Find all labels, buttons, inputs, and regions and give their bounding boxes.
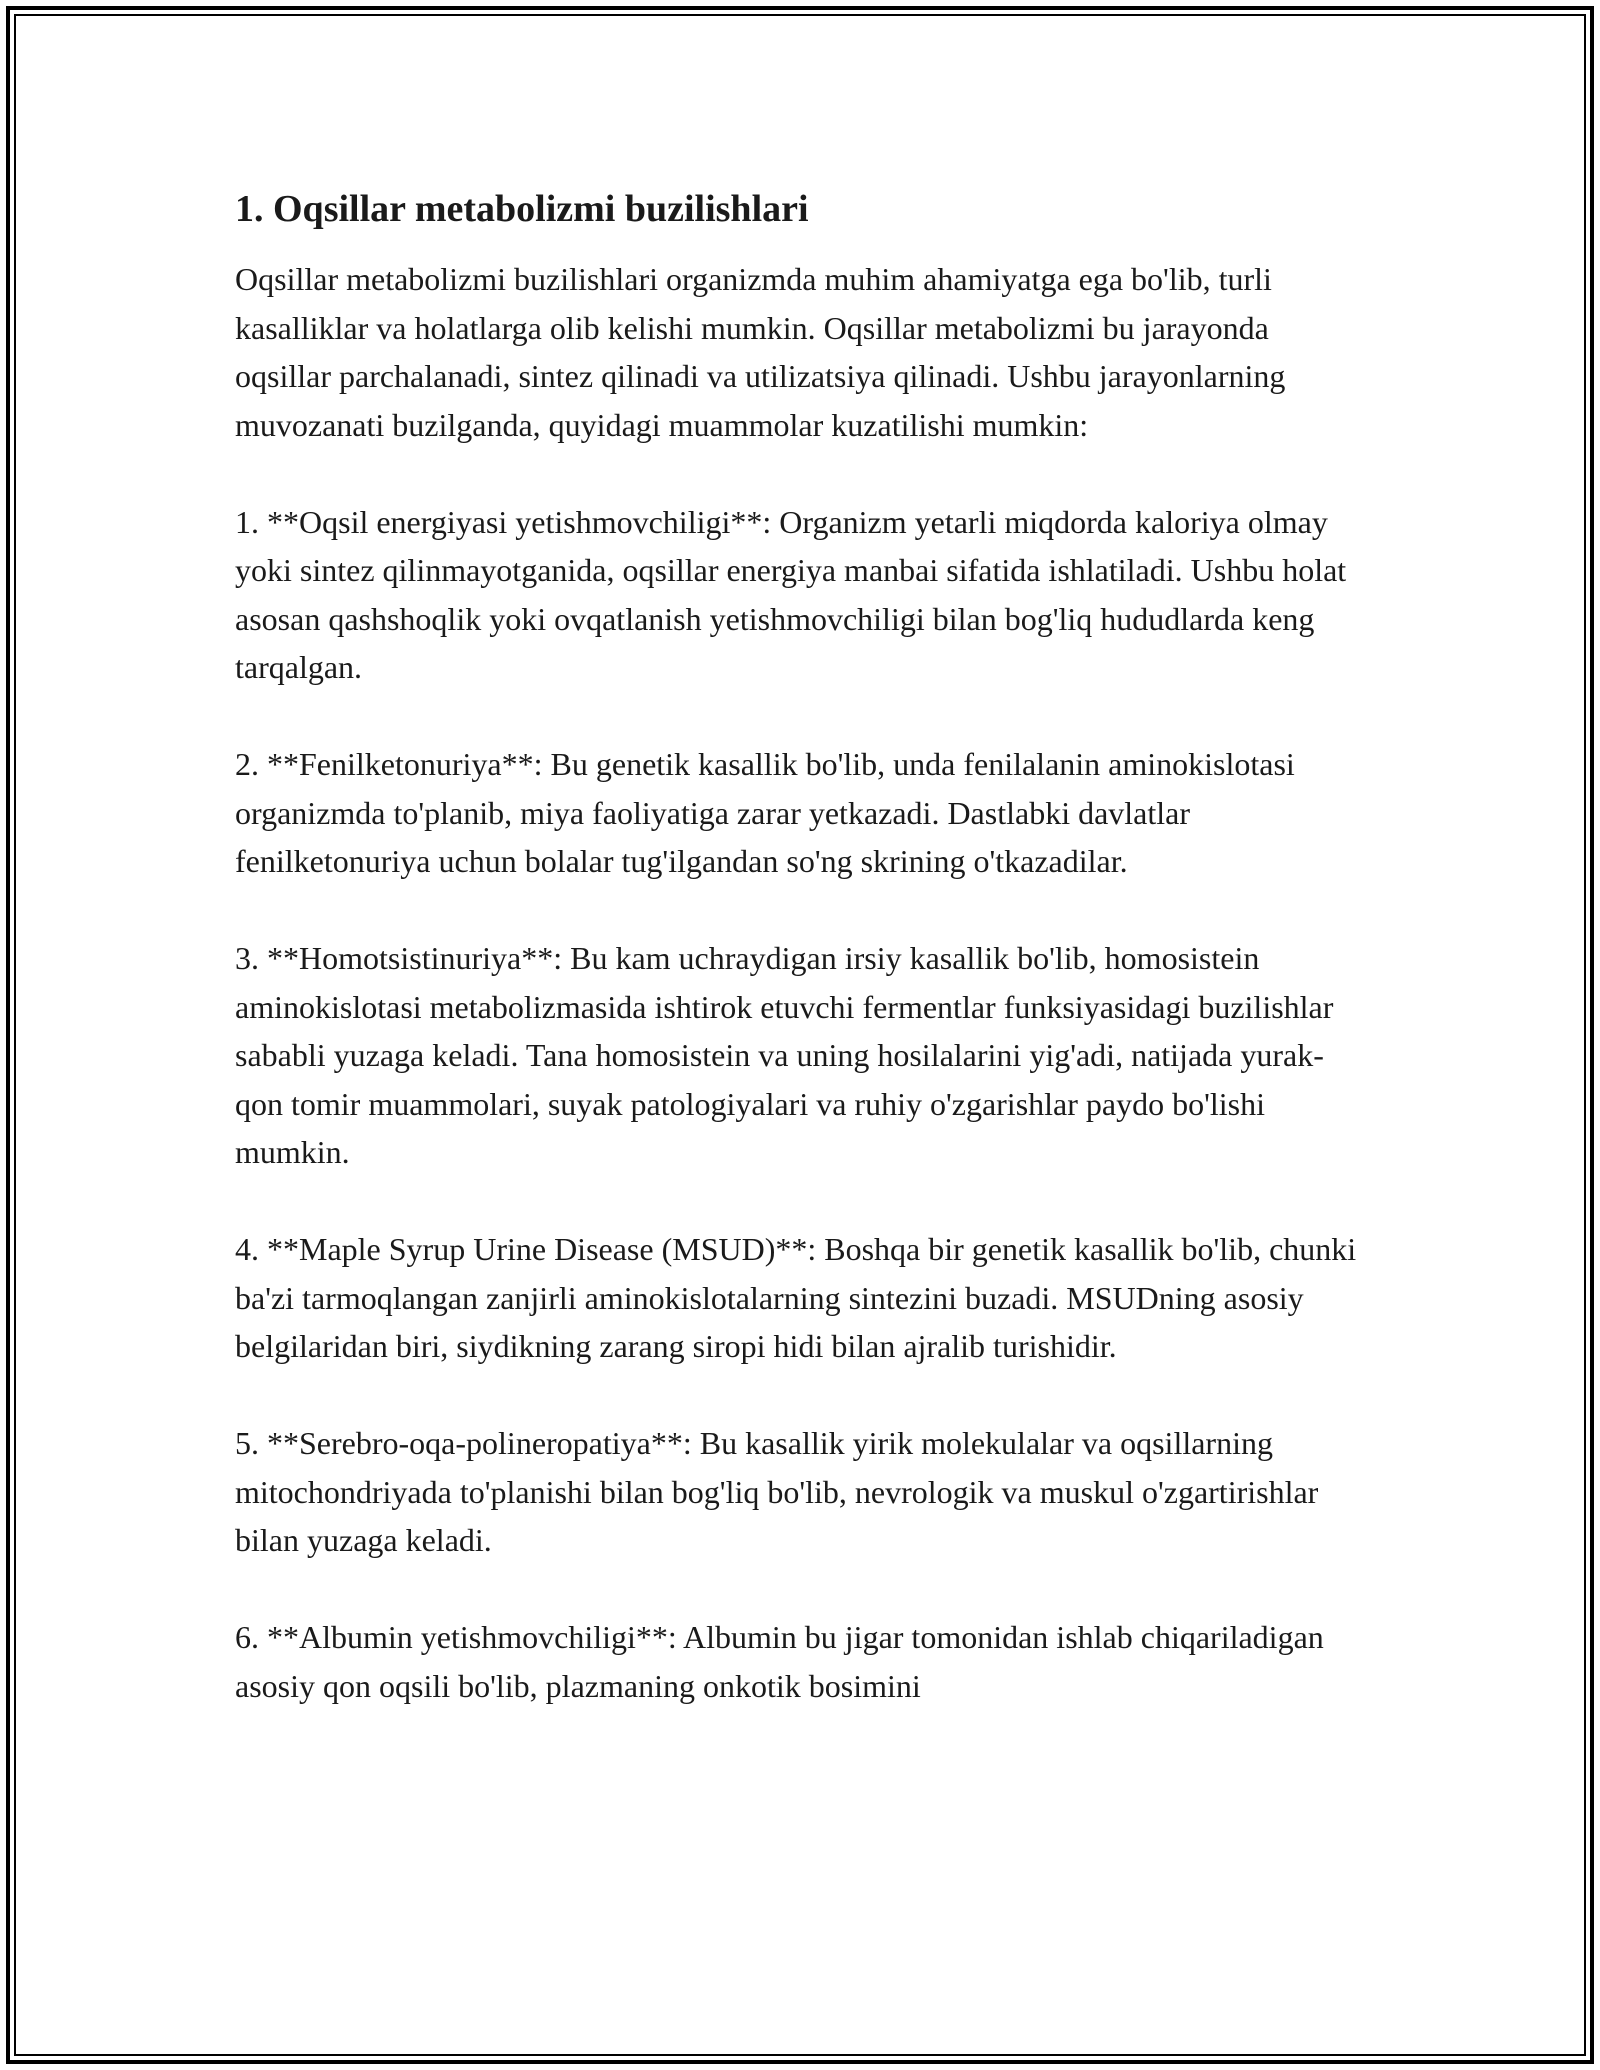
list-item-msud: 4. **Maple Syrup Urine Disease (MSUD)**: Boshqa bir genetik kasallik bo'lib, chunki ba'zi tarmoqlangan zanjirli aminokislotalarning sintezini buzadi. MSUDning asosiy belgilaridan biri, siydikning zarang siropi hidi bilan ajralib turishidir. (235, 1231, 1357, 1364)
intro-paragraph: Oqsillar metabolizmi buzilishlari organizmda muhim ahamiyatga ega bo'lib, turli kasalliklar va holatlarga olib kelishi mumkin. Oqsillar metabolizmi bu jarayonda oqsillar parchalanadi, sintez qilinadi va utilizatsiya qilinadi. Ushbu jarayonlarning muvozanati buzilganda, quyidagi muammolar kuzatilishi mumkin: (235, 261, 1286, 443)
list-item-polyneuropathy: 5. **Serebro-oqa-polineropatiya**: Bu kasallik yirik molekulalar va oqsillarning mitochondriyada to'planishi bilan bog'liq bo'lib, nevrologik va muskul o'zgartirishlar bilan yuzaga keladi. (235, 1425, 1319, 1558)
list-item-protein-energy-deficiency: 1. **Oqsil energiyasi yetishmovchiligi**: Organizm yetarli miqdorda kaloriya olmay yoki sintez qilinmayotganida, oqsillar energiya manbai sifatida ishlatiladi. Ushbu holat asosan qashshoqlik yoki ovqatlanish yetishmovchiligi bilan bog'liq hududlarda keng tarqalgan. (235, 503, 1347, 685)
list-item-phenylketonuria: 2. **Fenilketonuriya**: Bu genetik kasallik bo'lib, unda fenilalanin aminokislotasi organizmda to'planib, miya faoliyatiga zarar yetkazadi. Dastlabki davlatlar fenilketonuriya uchun bolalar tug'ilgandan so'ng skrining o'tkazadilar. (235, 746, 1295, 879)
document-body (235, 185, 1365, 1759)
list-item-albumin-deficiency: 6. **Albumin yetishmovchiligi**: Albumin bu jigar tomonidan ishlab chiqariladigan asosiy qon oqsili bo'lib, plazmaning onkotik bosimini (235, 1619, 1324, 1704)
list-item-homocystinuria: 3. **Homotsistinuriya**: Bu kam uchraydigan irsiy kasallik bo'lib, homosistein aminokislotasi metabolizmasida ishtirok etuvchi fermentlar funksiyasidagi buzilishlar sababli yuzaga keladi. Tana homosistein va uning hosilalarini yig'adi, natijada yurak-qon tomir muammolari, suyak patologiyalari va ruhiy o'zgarishlar paydo bo'lishi mumkin. (235, 940, 1334, 1170)
section-heading: 1. Oqsillar metabolizmi buzilishlari (235, 188, 809, 230)
